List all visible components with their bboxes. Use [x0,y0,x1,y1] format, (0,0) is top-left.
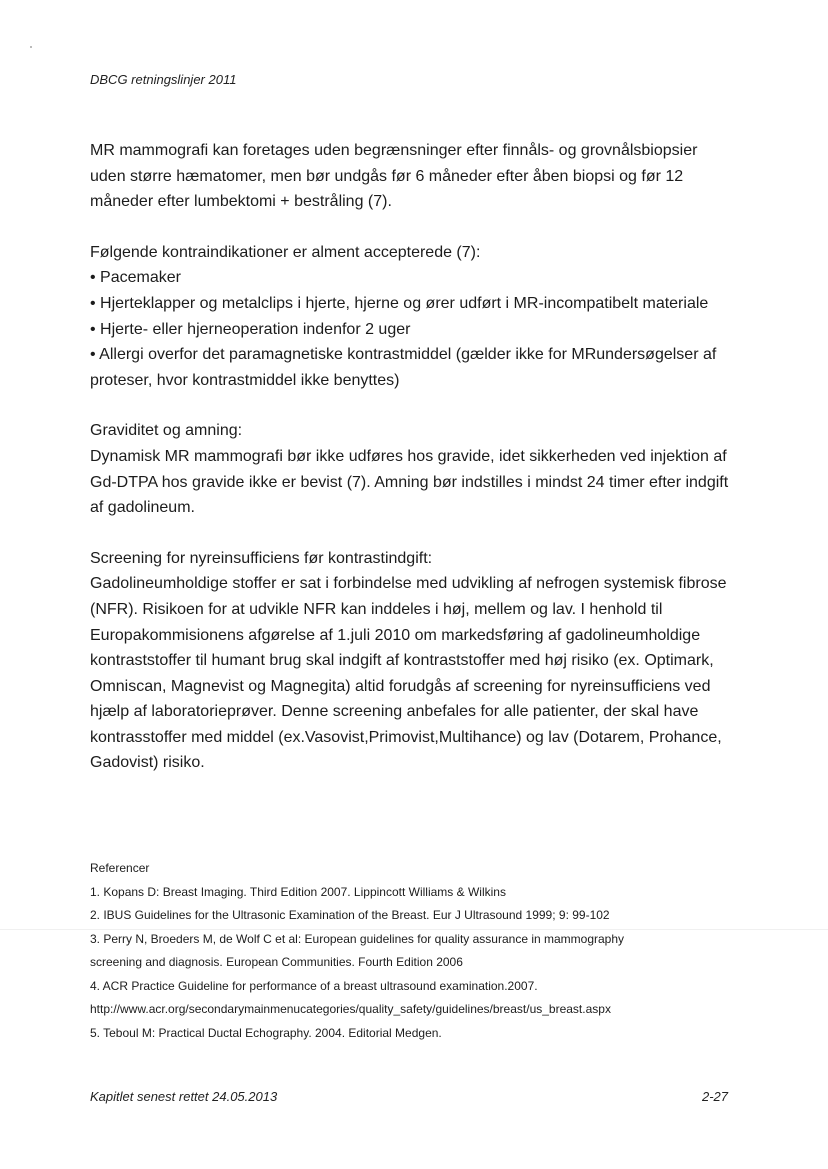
contraindication-item-cont: proteser, hvor kontrastmiddel ikke benyttes) [90,371,400,389]
contraindication-item: • Pacemaker [90,269,181,287]
screening-section [90,546,740,776]
intro-line: MR mammografi kan foretages uden begrænsninger efter finnåls- og grovnålsbiopsier [90,142,698,159]
references-heading: Referencer [90,861,150,875]
reference-url: http://www.acr.org/secondarymainmenucategories/quality_safety/guidelines/breast/us_breast.aspx [90,1002,611,1016]
scan-artifact-line [0,929,828,930]
pregnancy-line: Gd-DTPA hos gravide ikke er bevist (7). Amning bør indstilles i mindst 24 timer efter indgift [90,473,729,491]
reference-line: 2. IBUS Guidelines for the Ultrasonic Examination of the Breast. Eur J Ultrasound 1999; 9: 99-102 [90,908,610,922]
pregnancy-heading: Graviditet og amning: [90,422,243,440]
intro-paragraph [90,138,740,215]
contraindication-item: • Allergi overfor det paramagnetiske kontrastmiddel (gælder ikke for MRundersøgelser af [90,346,717,364]
intro-line: uden større hæmatomer, men bør undgås før 6 måneder efter åben biopsi og før 12 [90,167,684,185]
contraindications-section [90,240,740,394]
reference-line: 3. Perry N, Broeders M, de Wolf C et al: European guidelines for quality assurance in mammography [90,931,625,946]
screening-line: Omniscan, Magnevist og Magnegita) altid forudgås af screening for nyreinsufficiens ved [90,677,711,695]
page-header: DBCG retningslinjer 2011 [90,72,237,87]
page-number: 2-27 [702,1089,729,1104]
screening-line: hjælp af laboratorieprøver. Denne screening anbefales for alle patienter, der skal have [90,703,699,721]
contraindication-item: • Hjerte- eller hjerneoperation indenfor 2 uger [90,320,411,338]
screening-line: Gadovist) risiko. [90,754,205,772]
screening-line: Europakommisionens afgørelse af 1.juli 2010 om markedsføring af gadolineumholdige [90,626,701,644]
references-section [90,857,750,1045]
contraindications-heading: Følgende kontraindikationer er alment accepterede (7): [90,243,481,261]
body-text [90,138,740,801]
reference-line: 5. Teboul M: Practical Ductal Echography. 2004. Editorial Medgen. [90,1025,442,1040]
pregnancy-section [90,418,740,520]
reference-line: 4. ACR Practice Guideline for performance of a breast ultrasound examination.2007. [90,978,538,993]
reference-line: screening and diagnosis. European Communities. Fourth Edition 2006 [90,955,463,969]
screening-line: (NFR). Risikoen for at udvikle NFR kan inddeles i høj, mellem og lav. I henhold til [90,600,663,618]
screening-line: kontraststoffer til humant brug skal indgift af kontraststoffer med høj risiko (ex. Optimark, [90,652,714,670]
pregnancy-line: af gadolineum. [90,499,195,517]
reference-line: 1. Kopans D: Breast Imaging. Third Edition 2007. Lippincott Williams & Wilkins [90,884,506,899]
screening-line: Gadolineumholdige stoffer er sat i forbindelse med udvikling af nefrogen systemisk fibrose [90,575,727,593]
pregnancy-line: Dynamisk MR mammografi bør ikke udføres hos gravide, idet sikkerheden ved injektion af [90,447,727,465]
contraindication-item: • Hjerteklapper og metalclips i hjerte, hjerne og ører udført i MR-incompatibelt materiale [90,294,709,312]
screening-line: kontrasstoffer med middel (ex.Vasovist,Primovist,Multihance) og lav (Dotarem, Prohance, [90,728,722,746]
scan-speck [30,46,32,48]
footer-revision-date: Kapitlet senest rettet 24.05.2013 [90,1089,278,1104]
intro-line: måneder efter lumbektomi + bestråling (7). [90,193,392,211]
screening-heading: Screening for nyreinsufficiens før kontrastindgift: [90,549,433,567]
